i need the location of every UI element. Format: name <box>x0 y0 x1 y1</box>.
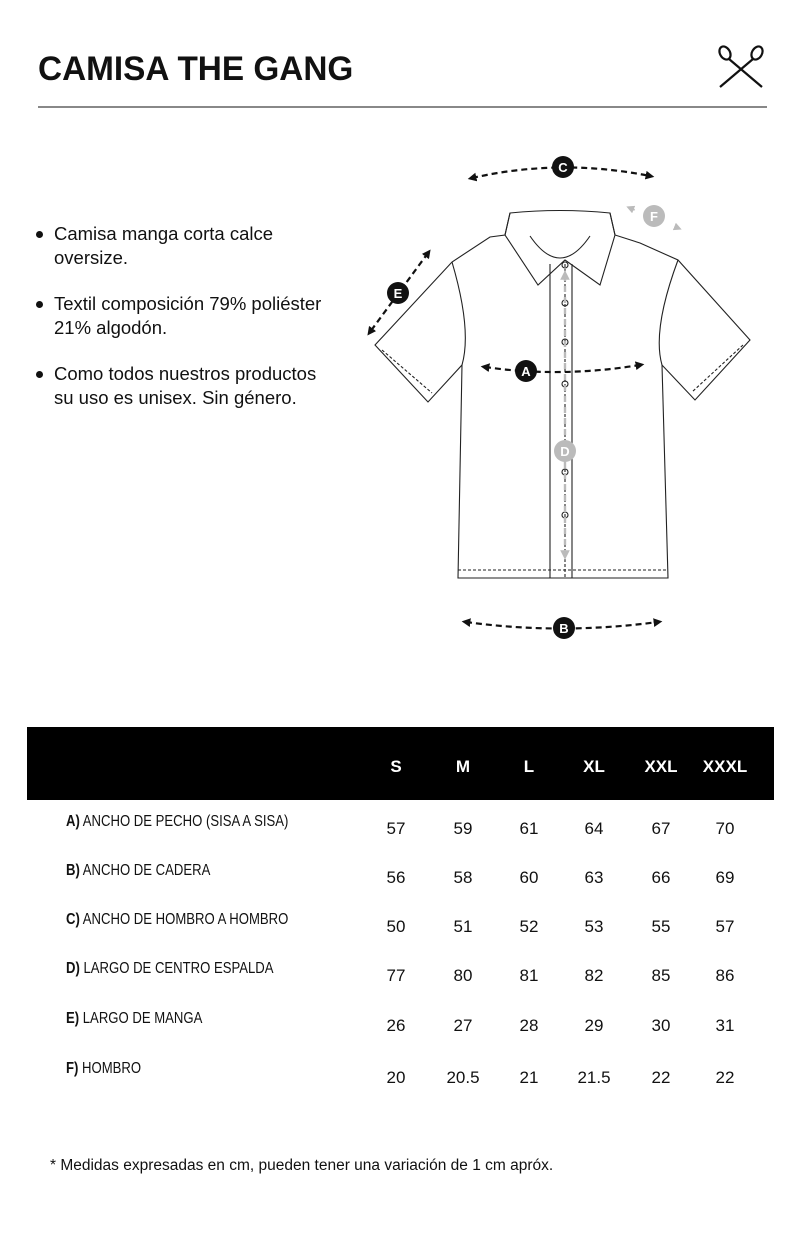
shirt-outline <box>375 211 750 579</box>
feature-item: Camisa manga corta calce oversize. <box>36 222 336 270</box>
table-cell: 81 <box>519 966 539 985</box>
svg-text:B: B <box>559 621 569 636</box>
table-cell: 22 <box>715 1068 735 1087</box>
table-cell: 64 <box>584 819 604 838</box>
measurement-name: ANCHO DE HOMBRO A HOMBRO <box>79 911 289 928</box>
table-cell: 52 <box>519 917 539 936</box>
measurement-key: E) <box>66 1010 80 1027</box>
table-row <box>0 862 800 892</box>
table-cell: 21.5 <box>577 1068 611 1087</box>
svg-text:D: D <box>560 444 570 459</box>
measurement-label <box>66 960 274 978</box>
page-title: CAMISA THE GANG <box>38 50 354 88</box>
table-cell: 30 <box>651 1016 671 1035</box>
table-cell: 57 <box>386 819 406 838</box>
table-cell: 57 <box>715 917 735 936</box>
footnote: * Medidas expresadas en cm, pueden tener una variación de 1 cm apróx. <box>50 1157 554 1174</box>
table-cell: 55 <box>651 917 671 936</box>
table-cell: 58 <box>453 868 473 887</box>
svg-text:F: F <box>650 209 658 224</box>
table-cell: 27 <box>453 1016 473 1035</box>
table-cell: 20.5 <box>446 1068 480 1087</box>
measurement-name: LARGO DE MANGA <box>79 1010 203 1027</box>
scissors-icon <box>716 44 766 88</box>
svg-text:C: C <box>558 160 568 175</box>
measurement-key: B) <box>66 862 80 879</box>
table-cell: 53 <box>584 917 604 936</box>
size-header: XXXL <box>702 757 748 776</box>
measurement-key: F) <box>66 1060 79 1077</box>
table-cell: 31 <box>715 1016 735 1035</box>
feature-list <box>36 222 336 432</box>
table-cell: 26 <box>386 1016 406 1035</box>
table-cell: 63 <box>584 868 604 887</box>
svg-text:E: E <box>393 286 403 301</box>
measurement-label <box>66 813 288 831</box>
shirt-diagram <box>360 140 760 650</box>
measurement-name: LARGO DE CENTRO ESPALDA <box>79 960 274 977</box>
table-cell: 66 <box>651 868 671 887</box>
table-cell: 59 <box>453 819 473 838</box>
measurement-key: C) <box>66 911 80 928</box>
table-row <box>0 960 800 990</box>
measurement-name: ANCHO DE PECHO (SISA A SISA) <box>79 813 289 830</box>
table-row <box>0 1060 800 1090</box>
table-cell: 60 <box>519 868 539 887</box>
size-header: S <box>390 757 402 776</box>
size-header: XL <box>583 757 605 776</box>
table-row <box>0 813 800 843</box>
measurement-key: D) <box>66 960 80 977</box>
size-table-header <box>27 727 774 800</box>
measurement-name: ANCHO DE CADERA <box>79 862 211 879</box>
table-cell: 20 <box>386 1068 406 1087</box>
table-cell: 51 <box>453 917 473 936</box>
measurement-label <box>66 1060 141 1078</box>
size-header: XXL <box>644 757 678 776</box>
table-cell: 61 <box>519 819 539 838</box>
measurement-name: HOMBRO <box>78 1060 142 1077</box>
svg-text:A: A <box>521 364 531 379</box>
table-cell: 28 <box>519 1016 539 1035</box>
measurement-key: A) <box>66 813 80 830</box>
table-cell: 70 <box>715 819 735 838</box>
table-cell: 69 <box>715 868 735 887</box>
measurement-label <box>66 1010 202 1028</box>
table-cell: 80 <box>453 966 473 985</box>
size-header: L <box>523 757 535 776</box>
table-row <box>0 1010 800 1040</box>
table-cell: 29 <box>584 1016 604 1035</box>
table-cell: 21 <box>519 1068 539 1087</box>
table-cell: 86 <box>715 966 735 985</box>
table-row <box>0 911 800 941</box>
feature-item: Textil composición 79% poliéster 21% algodón. <box>36 292 336 340</box>
measurement-label <box>66 911 288 929</box>
table-cell: 56 <box>386 868 406 887</box>
table-cell: 50 <box>386 917 406 936</box>
table-cell: 67 <box>651 819 671 838</box>
table-cell: 77 <box>386 966 406 985</box>
header-divider <box>38 106 767 108</box>
table-cell: 85 <box>651 966 671 985</box>
measurement-label <box>66 862 210 880</box>
feature-item: Como todos nuestros productos su uso es unisex. Sin género. <box>36 362 336 410</box>
table-cell: 22 <box>651 1068 671 1087</box>
table-cell: 82 <box>584 966 604 985</box>
size-header: M <box>455 757 471 776</box>
